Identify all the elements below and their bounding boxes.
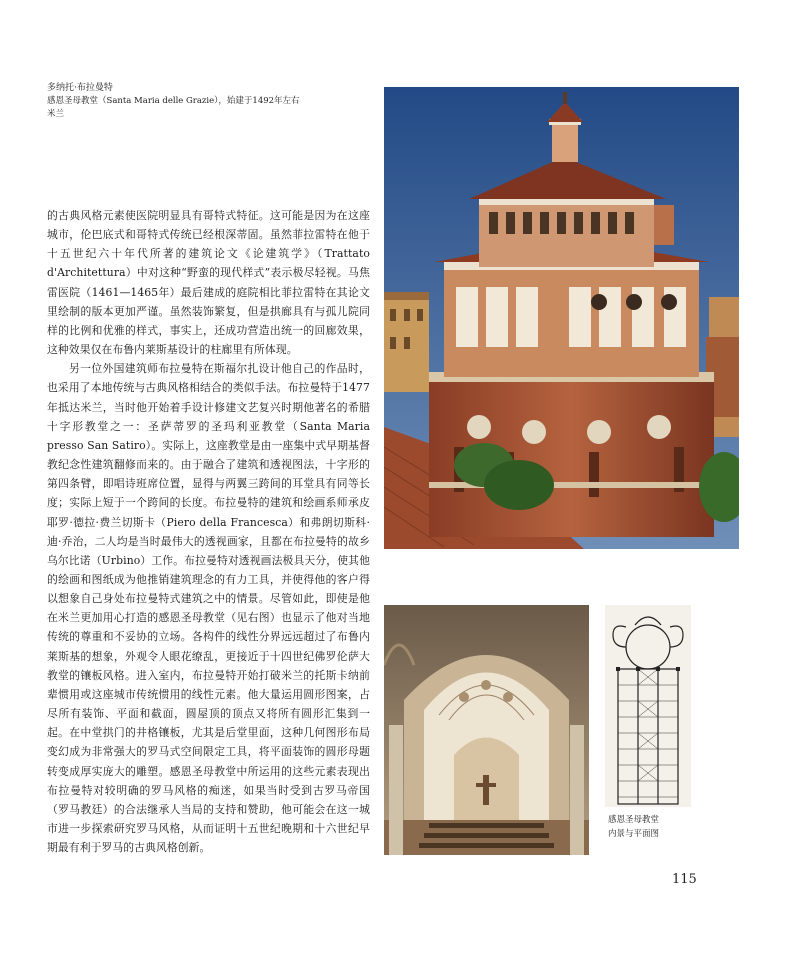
plan-caption-line-2: 内景与平面图 <box>608 829 660 839</box>
top-caption <box>47 82 317 121</box>
caption-title: 多纳托·布拉曼特 <box>47 83 113 93</box>
caption-subtitle: 感恩圣母教堂（Santa Maria delle Grazie），始建于1492年左右 <box>47 96 300 106</box>
body-paragraph-1: 的古典风格元素使医院明显具有哥特式特征。这可能是因为在这座城市，伦巴底式和哥特式传统已经根深蒂固。虽然菲拉雷特在他于十五世纪六十年代所著的建筑论文《论建筑学》（Trattato d'Architettura）中对这种“野蛮的现代样式”表示极尽轻视。马焦雷医院（1461—1465年）最后建成的庭院相比菲拉雷特在其论文里绘制的版本更加严谨。虽然装饰繁复，但是拱廊具有与孤儿院同样的比例和优雅的样式，事实上，还成功营造出统一的回廊效果，这种效果仅在布鲁内莱斯基设计的柱廊里有所体现。 <box>47 209 370 357</box>
body-text <box>47 206 370 857</box>
church-exterior-photo <box>384 87 739 549</box>
page-number: 115 <box>672 872 697 887</box>
plan-caption <box>608 813 718 841</box>
body-paragraph-2: 另一位外国建筑师布拉曼特在斯福尔扎设计他自己的作品时，也采用了本地传统与古典风格相结合的类似手法。布拉曼特于1477年抵达米兰，当时他开始着手设计修建文艺复兴时期他著名的希腊十字形教堂之一：圣萨蒂罗的圣玛利亚教堂（Santa Maria presso San Satiro）。实际上，这座教堂是由一座集中式早期基督教纪念性建筑翻修而来的。由于融合了建筑和透视图法，十字形的第四条臂，即唱诗班席位置，显得与两翼三跨间的耳堂具有同等长度；实际上短于一个跨间的长度。布拉曼特的建筑和绘画系师承皮耶罗·德拉·费兰切斯卡（Piero della Francesca）和弗朗切斯科·迪·乔治，二人均是当时最伟大的透视画家，且都在布拉曼特的故乡乌尔比诺（Urbino）工作。布拉曼特对透视画法极具天分，使其他的绘画和图纸成为他推销建筑理念的有力工具，并使得他的客户得以想象自己身处布拉曼特式建筑之中的情景。尽管如此，即使是他在米兰更加用心打造的感恩圣母教堂（见右图）也显示了他对当地传统的尊重和不妥协的立场。各构件的线性分界远远超过了布鲁内莱斯基的想象，外观令人眼花缭乱，更接近于十四世纪佛罗伦萨大教堂的镶板风格。进入室内，布拉曼特开始打破米兰的托斯卡纳前辈惯用或这座城市传统惯用的线性元素。他大量运用圆形图案，占尽所有装饰、平面和截面，圆屋顶的顶点又将所有圆形汇集到一起。在中堂拱门的井格镶板，尤其是后堂里面，这种几何图形布局变幻成为非常强大的罗马式空间限定工具，将平面装饰的圆形母题转变成厚实庞大的雕塑。感恩圣母教堂中所运用的这些元素表现出布拉曼特对较明确的罗马风格的痴迷，如果当时受到古罗马帝国（罗马教廷）的合法继承人当局的支持和赞助，他可能会在这一城市进一步探索研究罗马风格，从而证明十五世纪晚期和十六世纪早期最有利于罗马的古典风格创新。 <box>47 362 370 855</box>
church-floor-plan <box>605 605 691 807</box>
church-interior-photo <box>384 605 589 855</box>
plan-caption-line-1: 感恩圣母教堂 <box>608 815 660 825</box>
caption-location: 米兰 <box>47 109 65 119</box>
